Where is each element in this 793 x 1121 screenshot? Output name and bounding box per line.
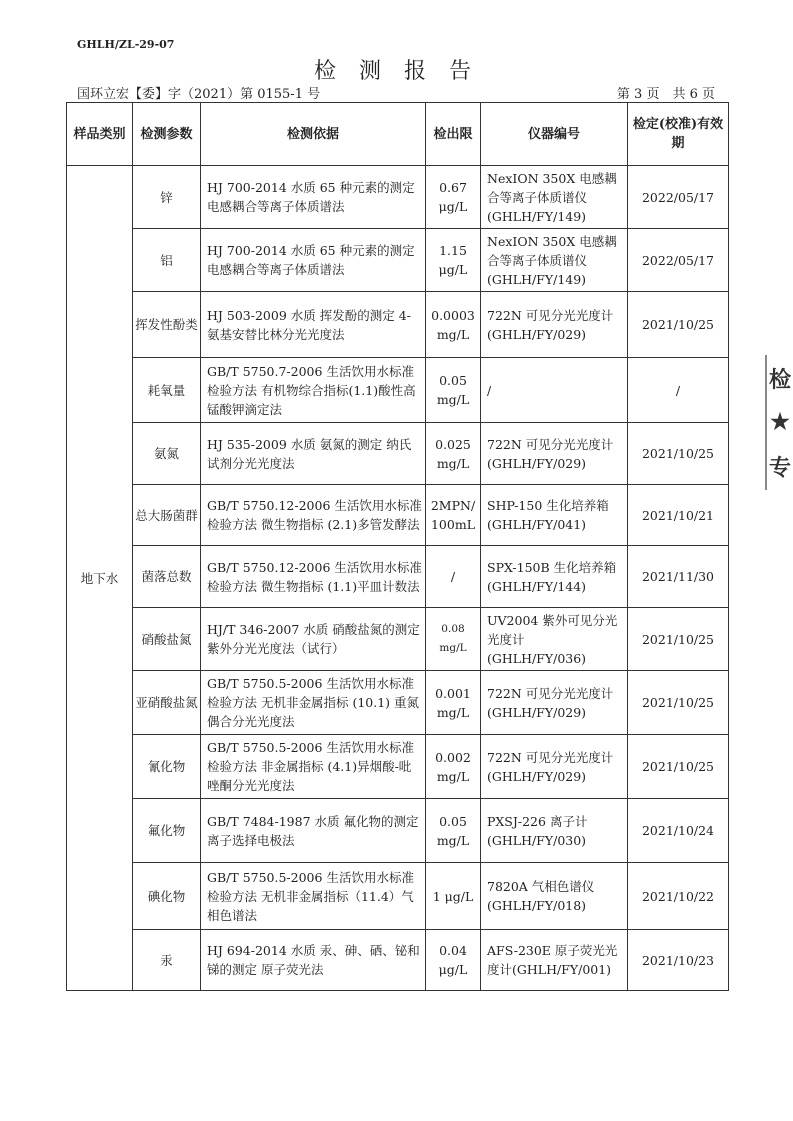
validity-cell: 2021/10/23 [628,930,729,991]
instrument-cell: NexION 350X 电感耦合等离子体质谱仪 (GHLH/FY/149) [481,166,628,229]
basis-cell: GB/T 5750.12-2006 生活饮用水标准检验方法 微生物指标 (2.1)多管发酵法 [201,485,426,546]
param-cell: 锌 [133,166,201,229]
header-sample-type: 样品类别 [67,103,133,166]
validity-cell: 2021/10/21 [628,485,729,546]
basis-cell: HJ 694-2014 水质 汞、砷、硒、铋和锑的测定 原子荧光法 [201,930,426,991]
stamp-char: 检 [768,366,791,393]
table-row [67,166,729,229]
limit-cell: / [426,546,481,608]
limit-cell: 0.05 mg/L [426,799,481,863]
table-row [67,423,729,485]
param-cell: 汞 [133,930,201,991]
basis-cell: GB/T 5750.5-2006 生活饮用水标准检验方法 无机非金属指标 (10.1) 重氮偶合分光光度法 [201,671,426,735]
limit-cell: 0.08 mg/L [426,608,481,671]
validity-cell: 2022/05/17 [628,229,729,292]
table-row [67,735,729,799]
param-cell: 铝 [133,229,201,292]
validity-cell: 2021/10/25 [628,423,729,485]
instrument-cell: PXSJ-226 离子计 (GHLH/FY/030) [481,799,628,863]
table-row [67,863,729,930]
table-row [67,485,729,546]
limit-cell: 0.025 mg/L [426,423,481,485]
instrument-cell: 722N 可见分光光度计 (GHLH/FY/029) [481,671,628,735]
instrument-cell: SPX-150B 生化培养箱 (GHLH/FY/144) [481,546,628,608]
basis-cell: GB/T 5750.7-2006 生活饮用水标准检验方法 有机物综合指标(1.1)酸性高锰酸钾滴定法 [201,358,426,423]
test-method-table [66,102,729,991]
header-param: 检测参数 [133,103,201,166]
instrument-cell: UV2004 紫外可见分光光度计 (GHLH/FY/036) [481,608,628,671]
instrument-cell: SHP-150 生化培养箱 (GHLH/FY/041) [481,485,628,546]
basis-cell: GB/T 5750.5-2006 生活饮用水标准检验方法 非金属指标 (4.1)异烟酸-吡唑酮分光光度法 [201,735,426,799]
validity-cell: 2021/10/25 [628,735,729,799]
limit-cell: 0.001 mg/L [426,671,481,735]
validity-cell: 2021/10/24 [628,799,729,863]
param-cell: 挥发性酚类 [133,292,201,358]
instrument-cell: 722N 可见分光光度计 (GHLH/FY/029) [481,423,628,485]
param-cell: 氨氮 [133,423,201,485]
report-title: 检 测 报 告 [314,59,479,84]
param-cell: 总大肠菌群 [133,485,201,546]
limit-cell: 1 μg/L [426,863,481,930]
instrument-cell: 7820A 气相色谱仪 (GHLH/FY/018) [481,863,628,930]
param-cell: 耗氧量 [133,358,201,423]
basis-cell: HJ 700-2014 水质 65 种元素的测定 电感耦合等离子体质谱法 [201,166,426,229]
table-row [67,608,729,671]
basis-cell: GB/T 7484-1987 水质 氟化物的测定 离子选择电极法 [201,799,426,863]
table-row [67,799,729,863]
param-cell: 碘化物 [133,863,201,930]
table-row [67,292,729,358]
seam-stamp [765,355,793,490]
instrument-cell: / [481,358,628,423]
table-row [67,930,729,991]
report-number: 国环立宏【委】字（2021）第 0155-1 号 [77,87,321,102]
basis-cell: HJ 700-2014 水质 65 种元素的测定 电感耦合等离子体质谱法 [201,229,426,292]
document-code: GHLH/ZL-29-07 [77,38,175,51]
param-cell: 亚硝酸盐氮 [133,671,201,735]
limit-cell: 0.05 mg/L [426,358,481,423]
limit-cell: 0.002 mg/L [426,735,481,799]
table-row [67,546,729,608]
table-row [67,358,729,423]
stamp-star-icon: ★ [770,409,790,436]
instrument-cell: 722N 可见分光光度计 (GHLH/FY/029) [481,735,628,799]
limit-cell: 0.04 μg/L [426,930,481,991]
header-basis: 检测依据 [201,103,426,166]
basis-cell: GB/T 5750.5-2006 生活饮用水标准检验方法 无机非金属指标（11.4）气相色谱法 [201,863,426,930]
instrument-cell: NexION 350X 电感耦合等离子体质谱仪 (GHLH/FY/149) [481,229,628,292]
validity-cell: 2021/10/22 [628,863,729,930]
sample-type-cell: 地下水 [67,166,133,991]
table-row [67,671,729,735]
limit-cell: 1.15 μg/L [426,229,481,292]
header-validity: 检定(校准)有效期 [628,103,729,166]
basis-cell: HJ 503-2009 水质 挥发酚的测定 4-氨基安替比林分光光度法 [201,292,426,358]
validity-cell: 2022/05/17 [628,166,729,229]
header-instrument: 仪器编号 [481,103,628,166]
instrument-cell: 722N 可见分光光度计 (GHLH/FY/029) [481,292,628,358]
validity-cell: 2021/10/25 [628,292,729,358]
header-limit: 检出限 [426,103,481,166]
basis-cell: GB/T 5750.12-2006 生活饮用水标准检验方法 微生物指标 (1.1)平皿计数法 [201,546,426,608]
instrument-cell: AFS-230E 原子荧光光度计(GHLH/FY/001) [481,930,628,991]
table-header-row [67,103,729,166]
limit-cell: 2MPN/ 100mL [426,485,481,546]
validity-cell: 2021/10/25 [628,671,729,735]
limit-cell: 0.0003 mg/L [426,292,481,358]
param-cell: 氟化物 [133,799,201,863]
table-row [67,229,729,292]
page-info: 第 3 页 共 6 页 [616,87,715,102]
basis-cell: HJ 535-2009 水质 氨氮的测定 纳氏试剂分光光度法 [201,423,426,485]
validity-cell: 2021/10/25 [628,608,729,671]
stamp-char: 专 [768,455,791,482]
validity-cell: / [628,358,729,423]
basis-cell: HJ/T 346-2007 水质 硝酸盐氮的测定 紫外分光光度法（试行） [201,608,426,671]
param-cell: 氰化物 [133,735,201,799]
validity-cell: 2021/11/30 [628,546,729,608]
limit-cell: 0.67 μg/L [426,166,481,229]
param-cell: 菌落总数 [133,546,201,608]
param-cell: 硝酸盐氮 [133,608,201,671]
